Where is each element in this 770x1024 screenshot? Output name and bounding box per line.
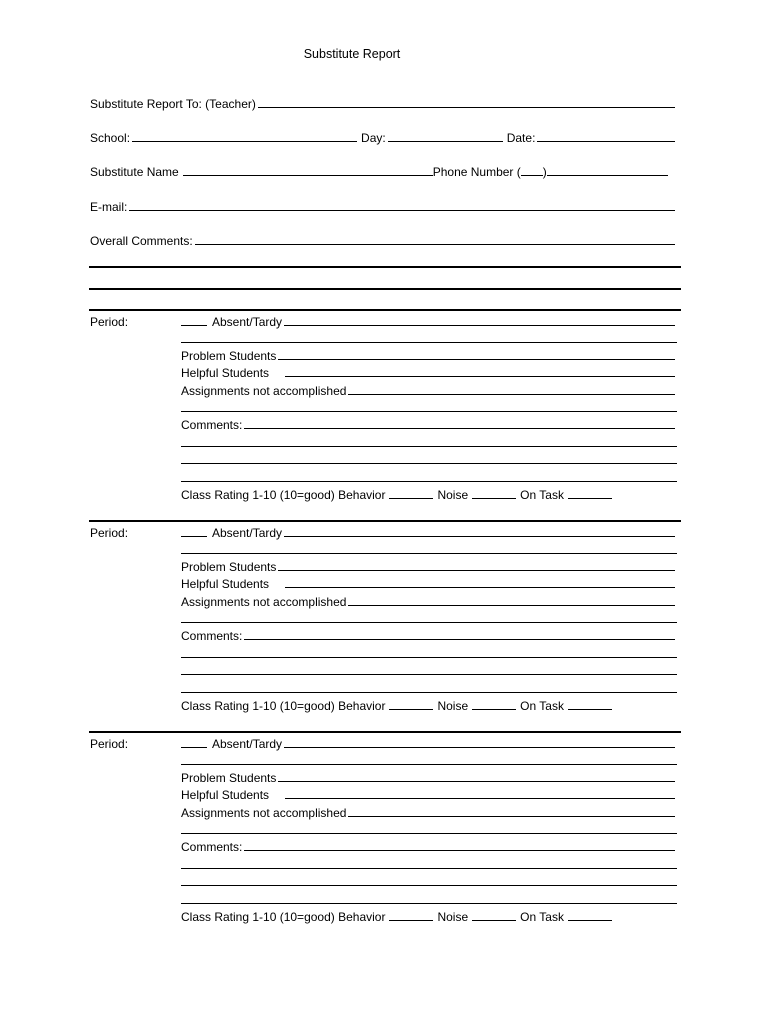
absent-continue-line[interactable] [181,553,677,554]
assignments-field[interactable] [348,394,675,395]
noise-label: Noise [437,488,469,502]
email-label: E-mail: [90,200,128,214]
date-field[interactable] [537,141,675,142]
comments-line[interactable] [181,463,677,464]
ontask-field[interactable] [568,920,612,921]
phone-close: ) [542,165,547,179]
comments-field[interactable] [244,639,675,640]
problem-row [181,558,677,574]
assignments-field[interactable] [348,605,675,606]
assignments-row [181,593,677,609]
comments-row [181,627,677,643]
absent-label: Absent/Tardy [212,526,283,540]
absent-field[interactable] [284,325,675,326]
rating-row [181,486,631,502]
absent-row [181,313,677,329]
absent-count-field[interactable] [181,325,207,326]
rating-label: Class Rating 1-10 (10=good) Behavior [181,699,386,713]
comments-line[interactable] [181,674,677,675]
sub-name-row [90,163,670,179]
assignments-row [181,382,677,398]
noise-field[interactable] [472,709,516,710]
report-to-label: Substitute Report To: (Teacher) [90,97,256,111]
noise-field[interactable] [472,920,516,921]
absent-count-field[interactable] [181,747,207,748]
assignments-continue-line[interactable] [181,833,677,834]
problem-field[interactable] [278,570,675,571]
assignments-continue-line[interactable] [181,411,677,412]
absent-continue-line[interactable] [181,342,677,343]
period-divider [89,520,681,522]
ontask-field[interactable] [568,498,612,499]
comments-line[interactable] [181,446,677,447]
assignments-label: Assignments not accomplished [181,384,347,398]
absent-continue-line[interactable] [181,764,677,765]
comments-line[interactable] [181,903,677,904]
day-label: Day: [361,131,386,145]
helpful-label: Helpful Students [181,788,270,802]
absent-label: Absent/Tardy [212,737,283,751]
school-row [90,129,677,145]
absent-row [181,735,677,751]
comments-row [181,838,677,854]
helpful-label: Helpful Students [181,577,270,591]
problem-field[interactable] [278,781,675,782]
email-field[interactable] [129,210,675,211]
email-row [90,198,677,214]
behavior-field[interactable] [389,709,433,710]
school-label: School: [90,131,131,145]
phone-field[interactable] [547,175,668,176]
overall-comments-field[interactable] [195,244,675,245]
behavior-field[interactable] [389,498,433,499]
helpful-row [181,786,677,802]
rating-label: Class Rating 1-10 (10=good) Behavior [181,910,386,924]
helpful-label: Helpful Students [181,366,270,380]
assignments-row [181,804,677,820]
school-field[interactable] [132,141,357,142]
assignments-continue-line[interactable] [181,622,677,623]
ontask-label: On Task [520,699,564,713]
problem-field[interactable] [278,359,675,360]
day-field[interactable] [388,141,503,142]
report-to-row [90,95,677,111]
divider [89,266,681,268]
period-label: Period: [90,315,129,329]
rating-label: Class Rating 1-10 (10=good) Behavior [181,488,386,502]
problem-row [181,347,677,363]
ontask-label: On Task [520,488,564,502]
comments-field[interactable] [244,850,675,851]
comments-label: Comments: [181,629,243,643]
comments-line[interactable] [181,885,677,886]
comments-line[interactable] [181,481,677,482]
comments-field[interactable] [244,428,675,429]
phone-label: Phone Number ( [432,165,521,179]
comments-line[interactable] [181,692,677,693]
comments-label: Comments: [181,840,243,854]
date-label: Date: [506,131,536,145]
sub-name-field[interactable] [183,175,433,176]
absent-count-field[interactable] [181,536,207,537]
problem-row [181,769,677,785]
problem-label: Problem Students [181,560,277,574]
problem-label: Problem Students [181,349,277,363]
divider [89,288,681,290]
report-to-field[interactable] [258,107,675,108]
assignments-field[interactable] [348,816,675,817]
area-code-field[interactable] [521,175,543,176]
helpful-row [181,575,677,591]
sub-name-label: Substitute Name [90,165,179,179]
helpful-field[interactable] [285,798,675,799]
comments-label: Comments: [181,418,243,432]
noise-field[interactable] [472,498,516,499]
period-label: Period: [90,737,129,751]
assignments-label: Assignments not accomplished [181,595,347,609]
ontask-field[interactable] [568,709,612,710]
period-label: Period: [90,526,129,540]
rating-row [181,908,631,924]
absent-label: Absent/Tardy [212,315,283,329]
comments-row [181,416,677,432]
absent-row [181,524,677,540]
absent-field[interactable] [284,747,675,748]
noise-label: Noise [437,910,469,924]
ontask-label: On Task [520,910,564,924]
problem-label: Problem Students [181,771,277,785]
assignments-label: Assignments not accomplished [181,806,347,820]
page-title: Substitute Report [303,47,401,61]
absent-field[interactable] [284,536,675,537]
noise-label: Noise [437,699,469,713]
helpful-row [181,364,677,380]
overall-comments-label: Overall Comments: [90,234,193,248]
period-divider [89,731,681,733]
comments-row [90,232,677,248]
comments-line[interactable] [181,868,677,869]
rating-row [181,697,631,713]
helpful-field[interactable] [285,376,675,377]
divider [89,309,681,311]
helpful-field[interactable] [285,587,675,588]
comments-line[interactable] [181,657,677,658]
behavior-field[interactable] [389,920,433,921]
